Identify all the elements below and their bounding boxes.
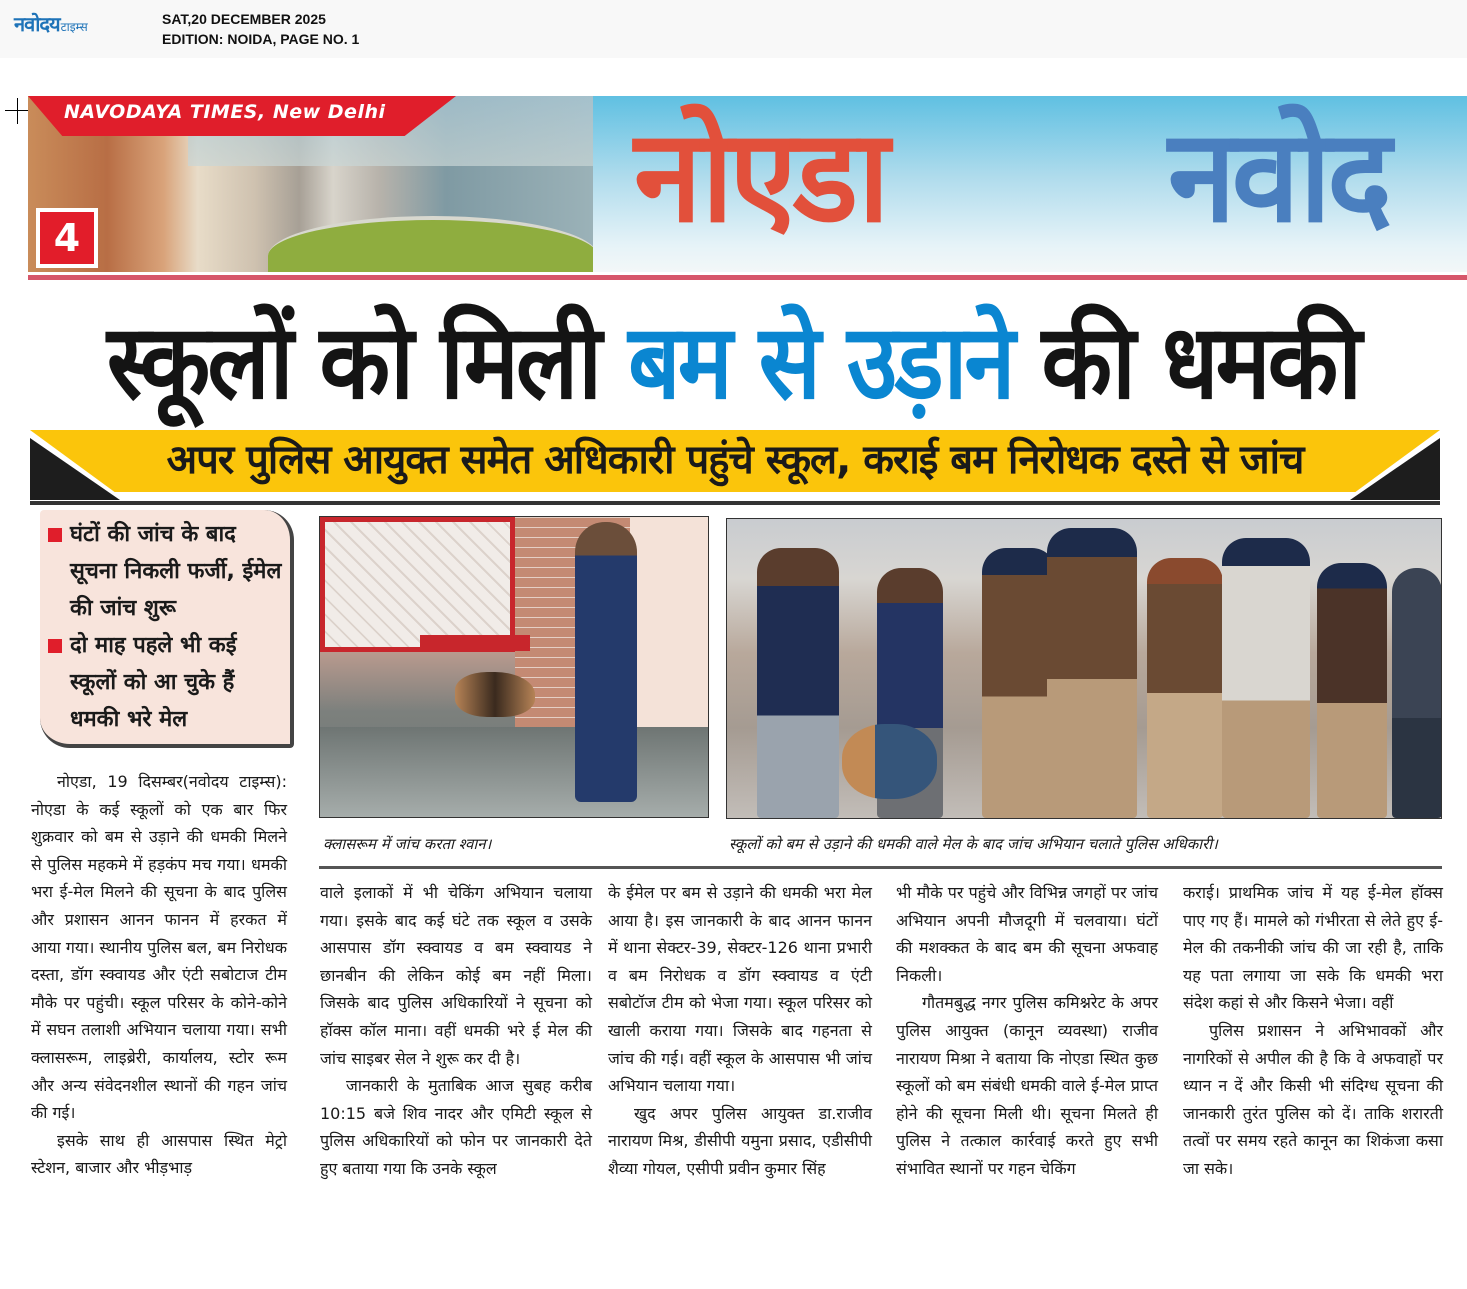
subheadline-band [30, 430, 1440, 500]
highlights-box [40, 510, 294, 748]
square-bullet-icon [48, 639, 62, 653]
dog-handler [575, 522, 637, 802]
article-paragraph: खुद अपर पुलिस आयुक्त डा.राजीव नारायण मिश्र, डीसीपी यमुना प्रसाद, एडीसीपी शैव्या गोयल, एसीपी प्रवीन कुमार सिंह [608, 1103, 872, 1178]
headline-part-1: स्कूलों को मिली [106, 302, 629, 423]
subheadline-rule [30, 501, 1440, 505]
stadium-field [268, 216, 598, 272]
masthead-rule [28, 275, 1467, 280]
logo-main-text: नवोदय [14, 12, 60, 36]
article-column-3 [608, 879, 872, 1183]
page-number: 4 [40, 212, 94, 264]
caption-rule [319, 866, 1442, 869]
wall-mural [630, 517, 709, 747]
photo-police-officers [726, 518, 1442, 819]
officer-figure [1047, 528, 1137, 818]
headline-highlight: बम से उड़ाने [628, 302, 1013, 423]
edition-meta-bar [0, 0, 1467, 58]
article-paragraph: नोएडा, 19 दिसम्बर(नवोदय टाइम्स): नोएडा के कई स्कूलों को एक बार फिर शुक्रवार को बम से उड़ाने की धमकी मिलने से पुलिस महकमे में हड़कंप मच गया। धमकी भरा ई-मेल मिलने की सूचना के बाद पुलिस और प्रशासन आनन फानन में हरकत में आया गया। स्थानीय पुलिस बल, बम निरोधक दस्ता, डॉग स्क्वायड और एंटी सबोटाज टीम मौके पर पहुंची। स्कूल परिसर के कोने-कोने में सघन तलाशी अभियान चलाया गया। सभी क्लासरूम, लाइब्रेरी, कार्यालय, स्टोर रूम और अन्य संवेदनशील स्थानों की गहन जांच की गई। [31, 772, 287, 1123]
article-column-5 [1183, 879, 1443, 1183]
photo-caption: स्कूलों को बम से उड़ाने की धमकी वाले मेल के बाद जांच अभियान चलाते पुलिस अधिकारी। [729, 835, 1218, 853]
floor [320, 727, 709, 818]
headline-part-3: की धमकी [1012, 302, 1360, 423]
highlight-text: घंटों की जांच के बाद सूचना निकली फर्जी, ईमेल की जांच शुरू [70, 522, 282, 621]
newspaper-logo [14, 10, 88, 37]
officer-figure [1222, 538, 1310, 818]
photo-caption: क्लासरूम में जांच करता श्वान। [323, 835, 492, 853]
highlight-text: दो माह पहले भी कई स्कूलों को आ चुके हैं धमकी भरे मेल [70, 633, 237, 732]
publication-tag: NAVODAYA TIMES, New Delhi [64, 101, 386, 123]
highlight-item [48, 627, 284, 738]
page-number-badge [36, 208, 98, 268]
edition-date: SAT,20 DECEMBER 2025 [162, 11, 326, 27]
officer-figure [1147, 558, 1223, 818]
article-paragraph: गौतमबुद्ध नगर पुलिस कमिश्नरेट के अपर पुलिस आयुक्त (कानून व्यवस्था) राजीव नारायण मिश्रा ने बताया कि नोएडा स्थित कुछ स्कूलों को बम संबंधी धमकी वाले ई-मेल प्राप्त होने की सूचना मिली थी। सूचना मिलते ही पुलिस ने तत्काल कार्रवाई करते हुए सभी संभावित स्थानों पर गहन चेकिंग [896, 993, 1158, 1178]
article-paragraph: इसके साथ ही आसपास स्थित मेट्रो स्टेशन, बाजार और भीड़भाड़ [31, 1130, 287, 1178]
edition-page: EDITION: NOIDA, PAGE NO. 1 [162, 31, 360, 47]
square-bullet-icon [48, 528, 62, 542]
section-title: नोएडा [634, 101, 886, 251]
article-column-4 [896, 879, 1158, 1183]
article-paragraph: वाले इलाकों में भी चेकिंग अभियान चलाया गया। इसके बाद कई घंटे तक स्कूल व उसके आसपास डॉग स्क्वायड व बम स्क्वायड ने छानबीन की लेकिन कोई बम नहीं मिला। जिसके बाद पुलिस अधिकारियों ने सूचना को हॉक्स कॉल माना। वहीं धमकी भरे ई मेल की जांच साइबर सेल ने शुरू कर दी है। [320, 883, 592, 1068]
article-column-1 [31, 768, 287, 1182]
article-paragraph: भी मौके पर पहुंचे और विभिन्न जगहों पर जांच अभियान अपनी मौजदूगी में चलवाया। घंटों की मशक्कत के बाद बम की सूचना अफवाह निकली। [896, 883, 1158, 985]
article-headline [28, 300, 1438, 425]
officer-figure [1392, 568, 1442, 818]
red-table [420, 635, 530, 651]
article-paragraph: के ईमेल पर बम से उड़ाने की धमकी भरा मेल आया है। इस जानकारी के बाद आनन फानन में थाना सेक्टर-39, सेक्टर-126 थाना प्रभारी व बम निरोधक व डॉग स्क्वायड व एंटी सबोटॉज टीम को भेजा गया। स्कूल परिसर को खाली कराया गया। जिसके बाद गहनता से जांच की गई। वहीं स्कूल के आसपास भी जांच अभियान चलाया गया। [608, 883, 872, 1096]
logo-sub-text: टाइम्स [60, 20, 88, 34]
article-subheadline: अपर पुलिस आयुक्त समेत अधिकारी पहुंचे स्कूल, कराई बम निरोधक दस्ते से जांच [166, 437, 1304, 483]
window [320, 517, 515, 652]
article-paragraph: कराई। प्राथमिक जांच में यह ई-मेल हॉक्स पाए गए हैं। मामले को गंभीरता से लेते हुए ई-मेल की तकनीकी जांच की जा रही है, ताकि यह पता लगाया जा सके कि धमकी भरा संदेश कहां से और किसने भेजा। वहीं [1183, 883, 1443, 1013]
sniffer-dog [842, 724, 937, 799]
article-paragraph: जानकारी के मुताबिक आज सुबह करीब 10:15 बजे शिव नादर और एमिटी स्कूल से पुलिस अधिकारियों को फोन पर जानकारी देते हुए बताया गया कि उनके स्कूल [320, 1076, 592, 1178]
section-brand: नवोद [1168, 101, 1388, 251]
crop-mark-icon [17, 98, 18, 124]
article-column-2 [320, 879, 592, 1183]
sniffer-dog [455, 672, 535, 717]
highlight-item [48, 516, 284, 627]
officer-figure [982, 548, 1056, 818]
photo-classroom-dog [319, 516, 709, 818]
officer-figure [1317, 563, 1387, 818]
article-paragraph: पुलिस प्रशासन ने अभिभावकों और नागरिकों से अपील की है कि वे अफवाहों पर ध्यान न दें और किसी भी संदिग्ध सूचना की जानकारी तुरंत पुलिस को दें। ताकि शरारती तत्वों पर समय रहते कानून का शिकंजा कसा जा सके। [1183, 1020, 1443, 1178]
edition-info [162, 9, 359, 49]
officer-figure [757, 548, 839, 818]
